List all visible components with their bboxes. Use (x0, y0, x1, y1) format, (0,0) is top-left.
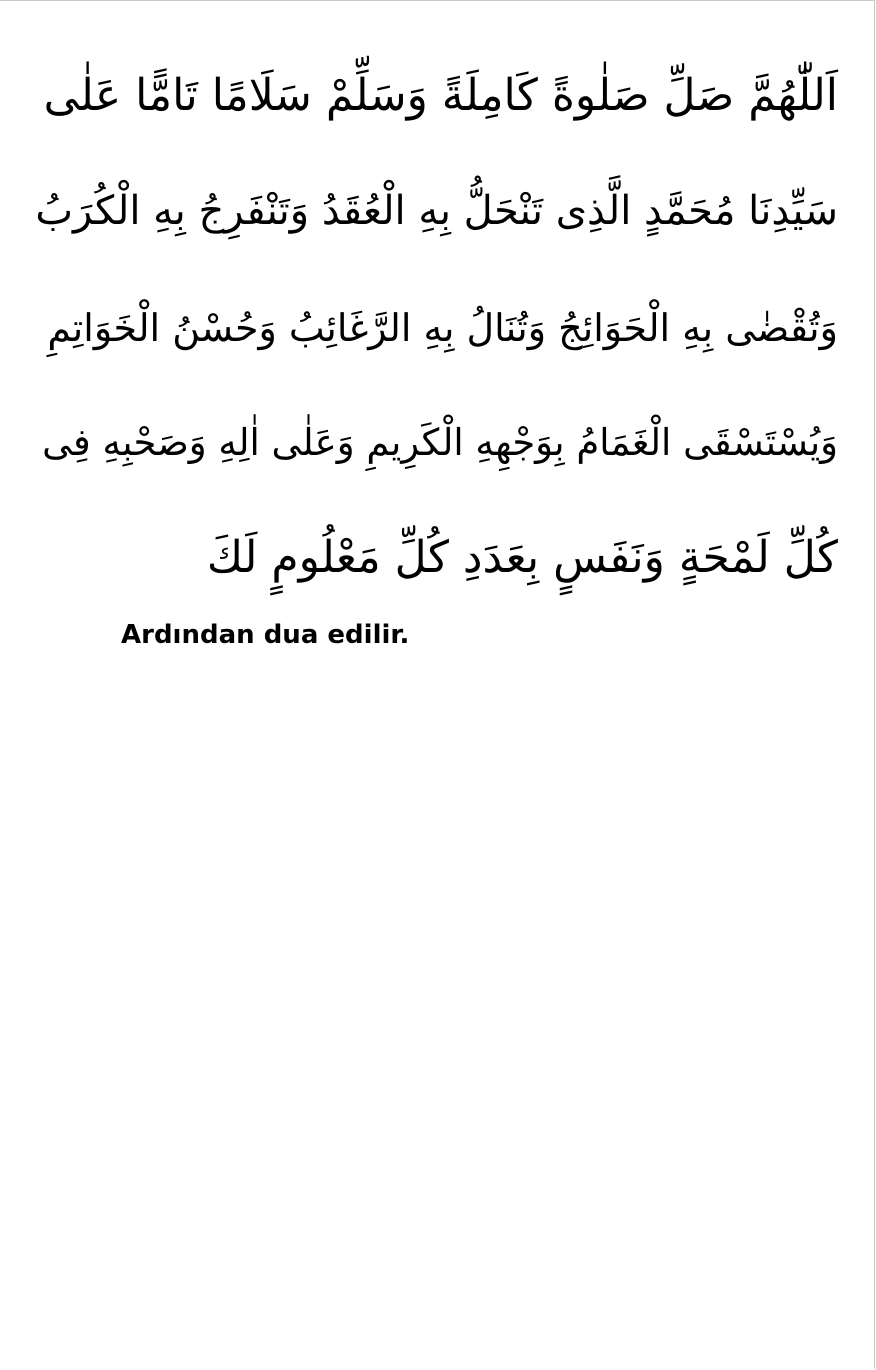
instruction-note: Ardından dua edilir. (121, 620, 410, 650)
prayer-line-3: وَتُقْضٰى بِهِ الْحَوَائِجُ وَتُنَالُ بِهِ الرَّغَائِبُ وَحُسْنُ الْخَوَاتِمِ (47, 306, 838, 350)
prayer-line-2: سَيِّدِنَا مُحَمَّدٍ الَّذِى تَنْحَلُّ بِهِ الْعُقَدُ وَتَنْفَرِجُ بِهِ الْكُرَبُ (35, 188, 838, 234)
prayer-line-1: اَللّٰهُمَّ صَلِّ صَلٰوةً كَامِلَةً وَسَلِّمْ سَلَامًا تَامًّا عَلٰى (43, 70, 838, 121)
prayer-line-4: وَيُسْتَسْقَى الْغَمَامُ بِوَجْهِهِ الْكَرِيمِ وَعَلٰى اٰلِهِ وَصَحْبِهِ فِى (42, 421, 838, 464)
prayer-line-5: كُلِّ لَمْحَةٍ وَنَفَسٍ بِعَدَدِ كُلِّ مَعْلُومٍ لَكَ (206, 532, 838, 583)
